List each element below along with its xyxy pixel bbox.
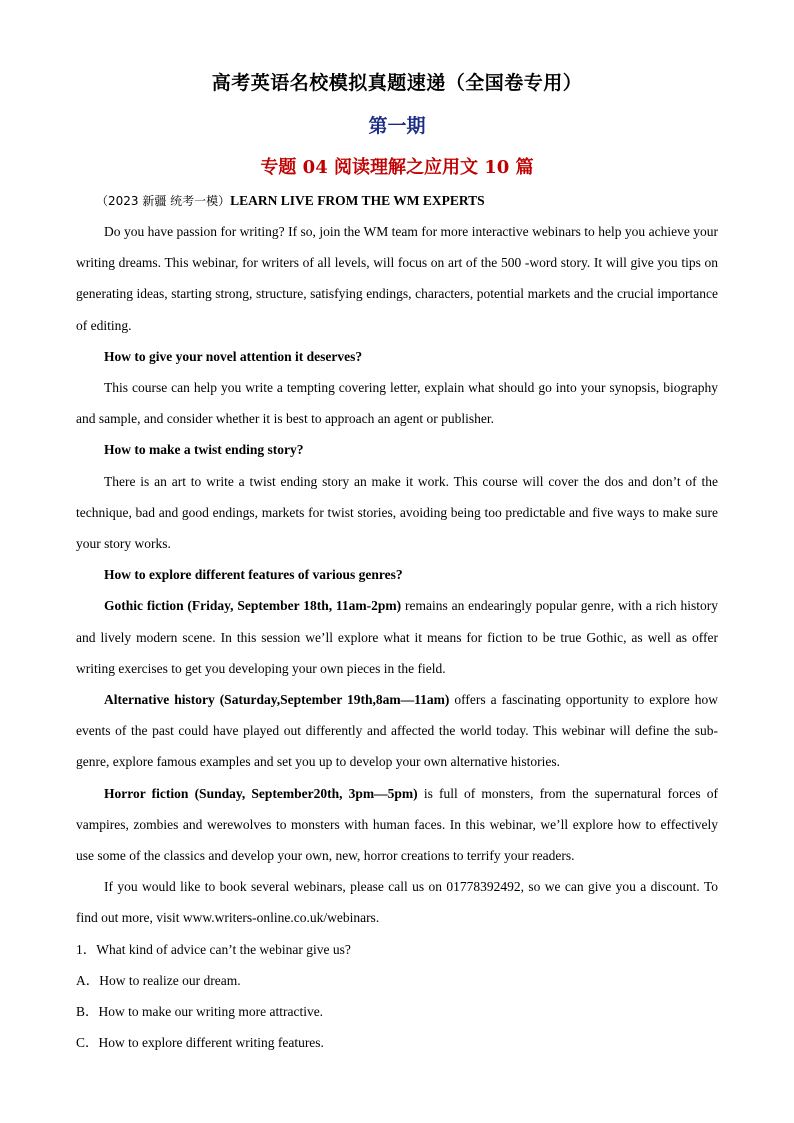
subheading-novel: How to give your novel attention it deserves? [104, 348, 363, 364]
source-line [96, 192, 485, 209]
question-stem: 1．What kind of advice can’t the webinar give us? [76, 941, 351, 957]
option-a: A．How to realize our dream. [76, 972, 241, 988]
gothic-label: Gothic fiction (Friday, September 18th, 11am-2pm) [104, 598, 402, 614]
topic-heading: 专题 04 阅读理解之应用文 10 篇 [260, 157, 534, 178]
passage-heading: LEARN LIVE FROM THE WM EXPERTS [230, 193, 485, 208]
gothic-text: remains an endearingly popular genre, with a rich history and lively modern scene. In this session we’ll explore what it means for fiction to be true Gothic, as well as offer writing exercises to get you developing your own pieces in the field. [76, 598, 718, 676]
subheading-genres: How to explore different features of various genres? [104, 567, 403, 583]
intro-paragraph: Do you have passion for writing? If so, join the WM team for more interactive webinars to help you achieve your writing dreams. This webinar, for writers of all levels, will focus on art of the 500 -word story. It will give you tips on generating ideas, starting strong, structure, satisfying endings, characters, potential markets and the crucial importance of editing. [76, 224, 718, 333]
issue-label: 第一期 [368, 115, 426, 137]
alternative-history-text: offers a fascinating opportunity to explore how events of the past could have played out differently and affected the world today. This webinar will define the sub-genre, explore famous examples and set you up to develop your own alternative histories. [76, 692, 718, 770]
twist-paragraph: There is an art to write a twist ending story an make it work. This course will cover the dos and don’t of the technique, bad and good endings, markets for twist stories, avoiding being too predictable and five ways to make sure your story works. [76, 473, 718, 552]
novel-paragraph: This course can help you write a tempting covering letter, explain what should go into your synopsis, biography and sample, and consider whether it is best to approach an agent or publisher. [76, 380, 718, 427]
closing-paragraph: If you would like to book several webinars, please call us on 01778392492, so we can give you a discount. To find out more, visit www.writers-online.co.uk/webinars. [76, 879, 718, 926]
alternative-history-paragraph [76, 684, 718, 778]
horror-paragraph [76, 778, 718, 872]
horror-label: Horror fiction (Sunday, September20th, 3pm—5pm) [104, 785, 418, 801]
alternative-history-label: Alternative history (Saturday,September 19th,8am—11am) [104, 692, 450, 708]
passage-body [76, 216, 718, 1058]
option-c: C．How to explore different writing features. [76, 1035, 324, 1051]
option-b: B．How to make our writing more attractive. [76, 1004, 324, 1020]
document-title: 高考英语名校模拟真题速递（全国卷专用） [211, 72, 583, 94]
gothic-paragraph [76, 590, 718, 684]
subheading-twist: How to make a twist ending story? [104, 442, 304, 458]
horror-text: is full of monsters, from the supernatural forces of vampires, zombies and werewolves to monsters with human faces. In this webinar, we’ll explore how to effectively use some of the classics and develop your own, new, horror creations to terrify your readers. [76, 785, 718, 864]
source-origin: （2023 新疆 统考一模） [96, 194, 231, 208]
